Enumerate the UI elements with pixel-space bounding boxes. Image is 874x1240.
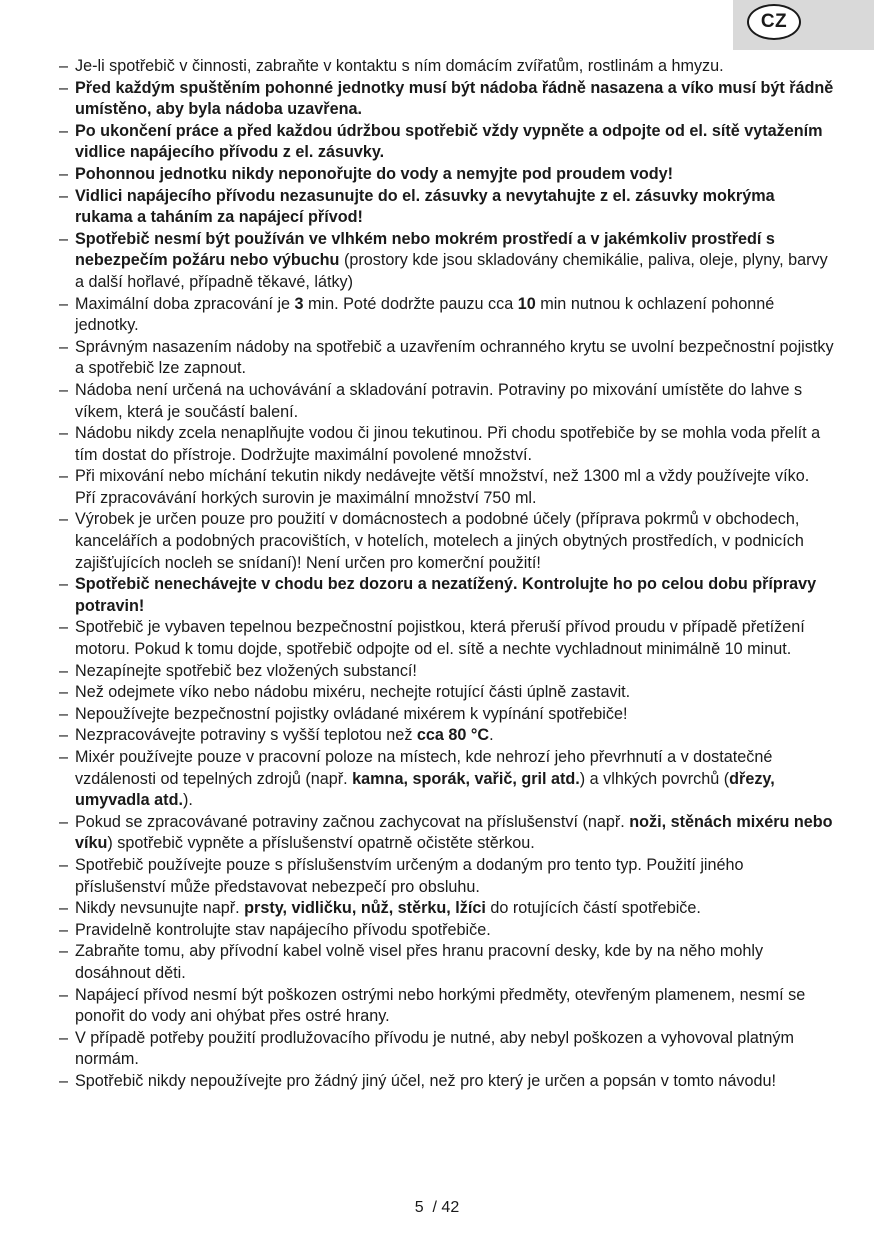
instruction-text: V případě potřeby použití prodlužovacího přívodu je nutné, aby nebyl poškozen a vyhovoval platným normám. [75, 1028, 794, 1069]
page-footer [0, 1198, 874, 1218]
instruction-text: Zabraňte tomu, aby přívodní kabel volně visel přes hranu pracovní desky, kde by na něho mohly dosáhnout děti. [75, 942, 764, 982]
instruction-item [59, 186, 834, 229]
instruction-item [59, 423, 834, 466]
instruction-text: Správným nasazením nádoby na spotřebič a uzavřením ochranného krytu se uvolní bezpečnostní pojistky a spotřebič lze zapnout. [75, 337, 834, 378]
instruction-item [59, 985, 834, 1028]
instruction-text: Je-li spotřebič v činnosti, zabraňte v kontaktu s ním domácím zvířatům, rostlinám a hmyzu. [75, 57, 724, 75]
instruction-text: Výrobek je určen pouze pro použití v domácnostech a podobné účely (příprava pokrmů v obchodech, kancelářích a podobných pracovištích, v hotelích, motelech a jiných obytných prostředích, v podnicích zajišťujících nocleh se snídaní)! Není určen pro komerční použití! [75, 510, 804, 572]
instruction-item [59, 509, 834, 574]
instruction-text-bold: kamna, sporák, vařič, gril atd. [352, 769, 580, 788]
instruction-item [59, 1071, 834, 1093]
instruction-item [59, 812, 834, 855]
instruction-text: Mixér používejte pouze v pracovní poloze na místech, kde nehrozí jeho převrhnutí a v dostatečné vzdálenosti od tepelných zdrojů (např. [75, 748, 773, 788]
instruction-text-bold: 10 [517, 294, 536, 313]
instruction-text: Spotřebič je vybaven tepelnou bezpečnostní pojistkou, která přeruší přívod proudu v případě přetížení motoru. Pokud k tomu dojde, spotřebič odpojte od el. sítě a nechte vychladnout minimálně 10 minut. [75, 618, 805, 659]
instruction-text: Maximální doba zpracování je [75, 294, 295, 313]
instruction-text: min nutnou k ochlazení pohonné jednotky. [75, 294, 775, 335]
instruction-text-bold: 3 [294, 294, 304, 313]
page-number: 5 / 42 [414, 1199, 460, 1216]
instruction-item [59, 294, 834, 337]
instruction-text: min. Poté dodržte pauzu cca [303, 294, 518, 313]
instruction-item [59, 337, 834, 380]
instruction-text: ). [182, 791, 193, 810]
instruction-item [59, 574, 834, 617]
instruction-text-bold: Vidlici napájecího přívodu nezasunujte do el. zásuvky a nevytahujte z el. zásuvky mokrýma rukama a taháním za napájecí přívod! [75, 186, 775, 227]
instruction-text-bold: Pohonnou jednotku nikdy neponořujte do vody a nemyjte pod proudem vody! [75, 164, 674, 183]
instruction-item [59, 617, 834, 660]
instruction-item [59, 747, 834, 812]
instruction-text: Nádoba není určená na uchovávání a skladování potravin. Potraviny po mixování umístěte do lahve s víkem, která je součástí balení. [75, 380, 803, 421]
instruction-text: Nepoužívejte bezpečnostní pojistky ovládané mixérem k vypínání spotřebiče! [75, 704, 628, 723]
instruction-text: Nikdy nevsunujte např. [75, 899, 245, 918]
instruction-text: Spotřebič používejte pouze s příslušenstvím určeným a dodaným pro tento typ. Použití jiného příslušenství může představovat nebezpečí pro obsluhu. [75, 855, 744, 896]
instruction-item [59, 704, 834, 726]
instruction-text-bold: cca 80 °C [416, 726, 490, 745]
instruction-text: Nádobu nikdy zcela nenaplňujte vodou či jinou tekutinou. Při chodu spotřebiče by se mohla voda přelít a tím dostat do přístroje. Dodržujte maximální povolené množství. [75, 424, 821, 464]
instruction-text-bold: noži, stěnách mixéru nebo víku [75, 812, 833, 853]
instruction-text: Pravidelně kontrolujte stav napájecího přívodu spotřebiče. [75, 920, 491, 939]
language-badge: CZ [747, 4, 801, 40]
instruction-text: Pokud se zpracovávané potraviny začnou zachycovat na příslušenství (např. [75, 812, 630, 831]
instruction-text: Nezapínejte spotřebič bez vložených substancí! [75, 661, 417, 680]
instruction-text: (prostory kde jsou skladovány chemikálie, paliva, oleje, plyny, barvy a další hořlavé, případně těkavé, látky) [75, 251, 828, 291]
instruction-text: Spotřebič nikdy nepoužívejte pro žádný jiný účel, než pro který je určen a popsán v tomto návodu! [75, 1071, 776, 1090]
instruction-item [59, 56, 834, 78]
instruction-item [59, 121, 834, 164]
instruction-item [59, 855, 834, 898]
instruction-item [59, 466, 834, 509]
instruction-item [59, 164, 834, 186]
instruction-item [59, 229, 834, 294]
instruction-text-bold: prsty, vidličku, nůž, stěrku, lžíci [244, 899, 486, 918]
instruction-item [59, 380, 834, 423]
instruction-item [59, 682, 834, 704]
safety-instructions-list [59, 56, 834, 1093]
instruction-text: ) spotřebič vypněte a příslušenství opatrně očistěte stěrkou. [107, 834, 535, 853]
instruction-item [59, 661, 834, 683]
instruction-text: ) a vlhkých povrchů ( [579, 769, 730, 788]
instruction-text-bold: Spotřebič nenechávejte v chodu bez dozoru a nezatížený. Kontrolujte ho po celou dobu přípravy potravin! [75, 575, 817, 615]
instruction-text-bold: Po ukončení práce a před každou údržbou spotřebič vždy vypněte a odpojte od el. sítě vytažením vidlice napájecího přívodu z el. zásuvky. [75, 121, 823, 162]
instruction-text: Při mixování nebo míchání tekutin nikdy nedávejte větší množství, než 1300 ml a vždy používejte víko. Pří zpracovávání horkých surovin je maximální množství 750 ml. [75, 467, 810, 507]
instruction-text: Napájecí přívod nesmí být poškozen ostrými nebo horkými předměty, otevřeným plamenem, nesmí se ponořit do vody ani ohýbat přes ostré hrany. [75, 985, 806, 1026]
instruction-text-bold: Spotřebič nesmí být používán ve vlhkém nebo mokrém prostředí a v jakémkoliv prostředí s nebezpečím požáru nebo výbuchu [75, 229, 775, 270]
instruction-text: Než odejmete víko nebo nádobu mixéru, nechejte rotující části úplně zastavit. [75, 683, 631, 702]
language-tab [733, 0, 874, 50]
instruction-text-bold: Před každým spuštěním pohonné jednotky musí být nádoba řádně nasazena a víko musí být řádně umístěno, aby byla nádoba uzavřena. [75, 78, 834, 119]
instruction-item [59, 78, 834, 121]
instruction-text: do rotujících částí spotřebiče. [485, 899, 701, 918]
instruction-text-bold: dřezy, umyvadla atd. [75, 769, 775, 810]
instruction-item [59, 725, 834, 747]
instruction-text: Nezpracovávejte potraviny s vyšší teplotou než [75, 726, 417, 745]
instruction-text: . [489, 726, 494, 745]
instruction-item [59, 941, 834, 984]
instruction-item [59, 898, 834, 920]
instruction-item [59, 1028, 834, 1071]
instruction-item [59, 920, 834, 942]
